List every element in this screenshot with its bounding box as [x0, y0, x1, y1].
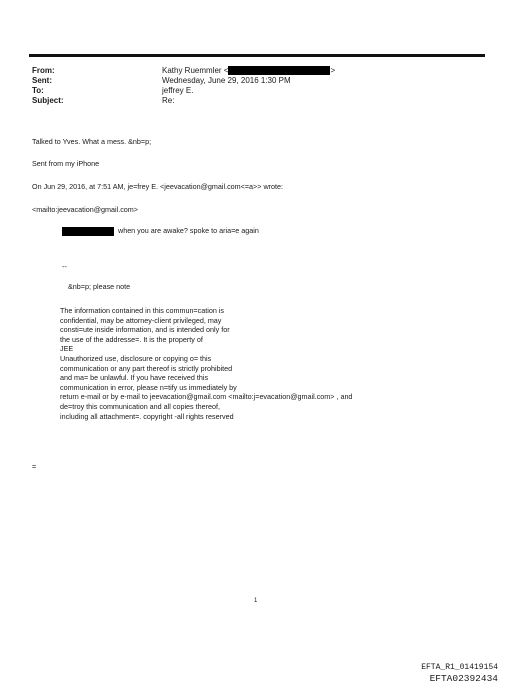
disclaimer-line: communication or any part thereof is strictly prohibited	[60, 363, 233, 373]
to-label: To:	[32, 86, 44, 95]
disclaimer-line: return e-mail or by e-mail to jeevacation@gmail.com <mailto:j=evacation@gmail.com> , and	[60, 392, 353, 402]
header-rule	[29, 54, 485, 57]
disclaimer-line: the use of the addresse=. It is the property of	[60, 334, 203, 344]
subject-value: Re:	[162, 96, 175, 105]
redaction-bar	[62, 227, 114, 236]
disclaimer-line: The information contained in this commun=cation is	[60, 306, 224, 315]
body-line-5	[62, 226, 259, 236]
from-suffix: >	[330, 66, 336, 75]
disclaimer-line: confidential, may be attorney-client privileged, may	[60, 315, 222, 325]
bates-number-2: EFTA02392434	[429, 673, 498, 684]
page-number: 1	[254, 598, 258, 604]
bates-number-1: EFTA_R1_01419154	[421, 663, 498, 672]
subject-label: Subject:	[32, 96, 64, 105]
disclaimer-line: Unauthorized use, disclosure or copying o= this	[60, 353, 212, 363]
body-line-6: &nb=p; please note	[68, 282, 131, 291]
equals-sign: =	[32, 462, 37, 471]
body-line-3: On Jun 29, 2016, at 7:51 AM, je=frey E. <jeevacation@gmail.com<=a>> wrote:	[32, 182, 284, 191]
from-name: Kathy Ruemmler <	[162, 66, 229, 75]
from-value	[162, 66, 335, 76]
body-line-5-text: when you are awake? spoke to aria=e again	[118, 226, 259, 235]
redaction-bar	[228, 66, 330, 75]
disclaimer-line: and ma= be unlawful. If you have received this	[60, 373, 209, 383]
disclaimer-line: including all attachment=. copyright -all rights reserved	[60, 411, 234, 421]
signature-dashes: --	[62, 262, 67, 271]
body-line-1: Talked to Yves. What a mess. &nb=p;	[32, 137, 152, 146]
disclaimer-line: JEE	[60, 344, 74, 354]
disclaimer	[60, 306, 352, 421]
sent-label: Sent:	[32, 76, 52, 85]
body-line-4: <mailto:jeevacation@gmail.com>	[32, 205, 138, 214]
disclaimer-line: communication in error, please n=tify us immediately by	[60, 382, 237, 392]
disclaimer-line: consti=ute inside information, and is intended only for	[60, 325, 230, 335]
body-line-2: Sent from my iPhone	[32, 159, 100, 168]
disclaimer-line: de=troy this communication and all copies thereof,	[60, 401, 221, 411]
from-label: From:	[32, 66, 55, 75]
to-value: jeffrey E.	[162, 86, 194, 95]
sent-value: Wednesday, June 29, 2016 1:30 PM	[162, 76, 291, 85]
